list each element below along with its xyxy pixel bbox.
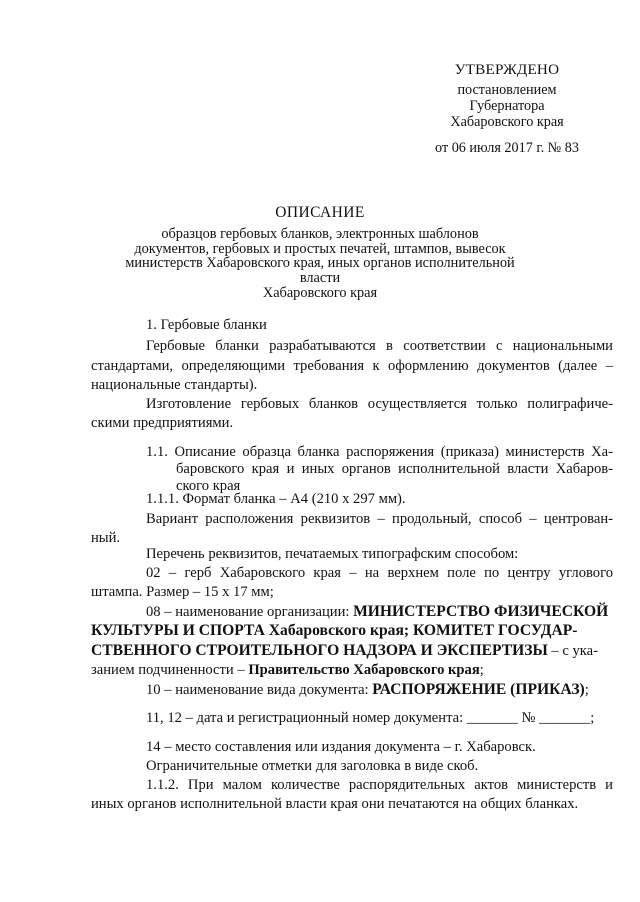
title-line: министерств Хабаровского края, иных органов исполнительной власти (125, 255, 515, 287)
paragraph-line: 02 – герб Хабаровского края – на верхнем поле по центру углового (146, 565, 613, 581)
title-line: образцов гербовых бланков, электронных шаблонов (161, 225, 479, 242)
subsection-heading-line: ского края (176, 478, 241, 494)
paragraph-line: Ограничительные отметки для заголовка в виде скоб. (146, 758, 479, 774)
paragraph-line: национальные стандарты). (91, 377, 258, 393)
requisite-08-line (146, 603, 608, 621)
title-line: Хабаровского края (262, 284, 378, 301)
title-heading: ОПИСАНИЕ (275, 204, 365, 221)
text-run-bold: СТВЕННОГО СТРОИТЕЛЬНОГО НАДЗОРА И ЭКСПЕРТИЗЫ (91, 642, 548, 659)
paragraph-line: 1.1.2. При малом количестве распорядительных актов министерств и (146, 777, 613, 793)
text-run-bold: МИНИСТЕРСТВО ФИЗИЧЕСКОЙ (353, 603, 609, 620)
paragraph-line: штампа. Размер – 15 х 17 мм; (91, 584, 274, 600)
approval-heading: УТВЕРЖДЕНО (454, 61, 560, 78)
paragraph-line: скими предприятиями. (91, 415, 234, 431)
approval-stamp (412, 62, 602, 156)
approval-line: постановлением (457, 82, 557, 98)
requisite-14-line: 14 – место составления или издания документа – г. Хабаровск. (146, 739, 536, 755)
paragraph-line: ный. (91, 530, 121, 546)
text-run: 08 – наименование организации: (146, 604, 354, 620)
requisite-08-line (91, 622, 577, 640)
paragraph-line: Гербовые бланки разрабатываются в соответствии с национальными (146, 338, 613, 354)
approval-line: Хабаровского края (450, 114, 564, 130)
paragraph-line: иных органов исполнительной власти края они печатаются на общих бланках. (91, 796, 579, 812)
text-run-bold: Правительство Хабаровского края (248, 662, 480, 678)
title-line: документов, гербовых и простых печатей, штампов, вывесок (134, 240, 506, 257)
subsection-heading-line: баровского края и иных органов исполнительной власти Хабаров- (176, 461, 613, 477)
text-run: занием подчиненности – (91, 662, 249, 678)
text-run-bold: РАСПОРЯЖЕНИЕ (ПРИКАЗ) (372, 681, 585, 698)
text-run: 10 – наименование вида документа: (146, 682, 373, 698)
text-run: – с ука- (547, 643, 599, 659)
text-run: ; (584, 682, 589, 698)
text-run: ; (479, 662, 484, 678)
paragraph-line: Изготовление гербовых бланков осуществляется только полиграфиче- (146, 396, 613, 412)
approval-line: Губернатора (469, 98, 545, 114)
paragraph-line: Вариант расположения реквизитов – продольный, способ – центрован- (146, 511, 613, 527)
approval-date: от 06 июля 2017 г. № 83 (435, 140, 579, 156)
requisite-10-line (146, 681, 589, 699)
document-title (118, 206, 522, 301)
text-run-bold: КУЛЬТУРЫ И СПОРТА Хабаровского края; (91, 622, 413, 639)
requisite-08-line (91, 642, 598, 660)
paragraph-line: 1.1.1. Формат бланка – А4 (210 х 297 мм). (146, 491, 406, 507)
paragraph-line: Перечень реквизитов, печатаемых типографским способом: (146, 546, 519, 562)
text-run-bold: КОМИТЕТ ГОСУДАР- (412, 622, 578, 639)
requisite-08-line (91, 662, 484, 679)
section-heading: 1. Гербовые бланки (146, 317, 267, 333)
requisite-11-line: 11, 12 – дата и регистрационный номер документа: _______ № _______; (146, 710, 595, 726)
paragraph-line: стандартами, определяющими требования к оформлению документов (далее – (91, 358, 613, 374)
subsection-heading-line: 1.1. Описание образца бланка распоряжения (приказа) министерств Ха- (146, 444, 613, 460)
